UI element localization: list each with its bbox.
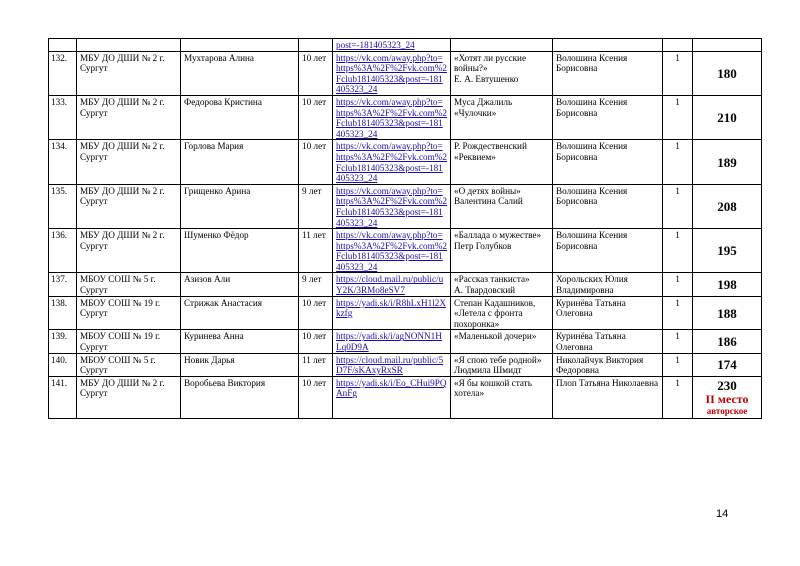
row-number: 133. — [49, 95, 77, 139]
teacher-cell: Волошина Ксения Борисовна — [553, 95, 663, 139]
age-cell: 10 лет — [299, 376, 333, 418]
teacher-cell: Волошина Ксения Борисовна — [553, 140, 663, 184]
video-link[interactable]: https://vk.com/away.php?to=https%3A%2F%2Fvk.com%2Fclub181405323&post=-181405323_24 — [336, 141, 448, 184]
age-cell: 11 лет — [299, 229, 333, 273]
page-number: 14 — [716, 508, 729, 520]
participant-name: Шуменко Фёдор — [181, 229, 299, 273]
school-cell: МБУ ДО ДШИ № 2 г. Сургут — [77, 184, 181, 228]
video-link[interactable]: https://vk.com/away.php?to=https%3A%2F%2Fvk.com%2Fclub181405323&post=-181405323_24 — [336, 96, 448, 139]
work-line: «Баллада о мужестве» — [454, 230, 542, 241]
work-cell — [451, 273, 553, 296]
participant-name: Мухтарова Алина — [181, 51, 299, 95]
results-table — [48, 38, 762, 419]
count-cell: 1 — [663, 184, 693, 228]
score-cell — [693, 140, 762, 184]
work-line: Р. Рождественский — [454, 141, 527, 152]
work-line: Валентина Салий — [454, 196, 523, 207]
score-value: 189 — [717, 154, 737, 170]
table-row — [49, 376, 762, 418]
count-cell: 1 — [663, 376, 693, 418]
teacher-cell: Хорольских Юлия Владимировна — [553, 273, 663, 296]
work-line: А. Твардовский — [454, 285, 516, 296]
teacher-cell: Волошина Ксения Борисовна — [553, 184, 663, 228]
table-row — [49, 184, 762, 228]
row-number: 141. — [49, 376, 77, 418]
video-link[interactable]: https://yadi.sk/i/Eo_CHui9PQAnFg — [336, 377, 447, 399]
score-cell — [693, 273, 762, 296]
score-value: 188 — [717, 305, 737, 321]
participant-name: Новик Дарья — [181, 353, 299, 376]
score-cell — [693, 353, 762, 376]
work-cell — [451, 229, 553, 273]
work-line: «Я бы кошкой стать хотела» — [454, 377, 532, 399]
age-cell: 9 лет — [299, 273, 333, 296]
score-value: 210 — [717, 110, 737, 126]
school-cell: МБОУ СОШ № 5 г. Сургут — [77, 353, 181, 376]
participant-name: Воробьева Виктория — [181, 376, 299, 418]
score-cell — [693, 376, 762, 418]
video-link[interactable]: https://cloud.mail.ru/public/uY2K/3RMo8eSV7 — [336, 274, 444, 296]
video-link[interactable]: https://cloud.mail.ru/public/5D7F/sKAxyRxSR — [336, 354, 444, 376]
school-cell: МБУ ДО ДШИ № 2 г. Сургут — [77, 95, 181, 139]
work-cell — [451, 184, 553, 228]
school-cell: МБУ ДО ДШИ № 2 г. Сургут — [77, 376, 181, 418]
score-value: 180 — [717, 65, 737, 81]
teacher-cell: Куринёва Татьяна Олеговна — [553, 296, 663, 330]
work-cell — [451, 140, 553, 184]
video-link[interactable]: https://yadi.sk/i/agNONN1HLq0D9A — [336, 331, 442, 353]
row-number: 135. — [49, 184, 77, 228]
row-number: 134. — [49, 140, 77, 184]
work-line: «Хотят ли русские войны?» — [454, 52, 527, 74]
work-cell — [451, 330, 553, 353]
work-line: «Чулочки» — [454, 107, 497, 118]
teacher-cell: Куринёва Татьяна Олеговна — [553, 330, 663, 353]
work-line: «О детях войны» — [454, 185, 521, 196]
row-number: 132. — [49, 51, 77, 95]
count-cell: 1 — [663, 296, 693, 330]
work-line: «Рассказ танкиста» — [454, 274, 530, 285]
table-row — [49, 95, 762, 139]
work-line: «Маленькой дочери» — [454, 331, 537, 342]
row-number: 137. — [49, 273, 77, 296]
school-cell: МБУ ДО ДШИ № 2 г. Сургут — [77, 51, 181, 95]
school-cell: МБОУ СОШ № 19 г. Сургут — [77, 296, 181, 330]
participant-name: Стрижак Анастасия — [181, 296, 299, 330]
continued-link[interactable]: post=-181405323_24 — [336, 40, 415, 50]
age-cell: 10 лет — [299, 296, 333, 330]
age-cell: 10 лет — [299, 51, 333, 95]
score-cell — [693, 296, 762, 330]
age-cell: 9 лет — [299, 184, 333, 228]
work-line: «Я спою тебе родной» — [454, 354, 542, 365]
row-number: 140. — [49, 353, 77, 376]
count-cell: 1 — [663, 353, 693, 376]
work-cell — [451, 296, 553, 330]
row-number: 136. — [49, 229, 77, 273]
work-cell — [451, 376, 553, 418]
age-cell: 10 лет — [299, 330, 333, 353]
school-cell: МБОУ СОШ № 19 г. Сургут — [77, 330, 181, 353]
count-cell: 1 — [663, 51, 693, 95]
count-cell: 1 — [663, 273, 693, 296]
video-link[interactable]: https://vk.com/away.php?to=https%3A%2F%2Fvk.com%2Fclub181405323&post=-181405323_24 — [336, 230, 448, 272]
video-link[interactable]: https://vk.com/away.php?to=https%3A%2F%2Fvk.com%2Fclub181405323&post=-181405323_24 — [336, 52, 448, 95]
participant-name: Азизов Али — [181, 273, 299, 296]
participant-name: Грищенко Арина — [181, 184, 299, 228]
place-note: авторское — [706, 406, 748, 417]
age-cell: 10 лет — [299, 140, 333, 184]
score-cell — [693, 184, 762, 228]
table-row — [49, 229, 762, 273]
video-link[interactable]: https://yadi.sk/i/R8hLxH1l2Xkzfg — [336, 297, 446, 319]
count-cell: 1 — [663, 140, 693, 184]
age-cell: 10 лет — [299, 95, 333, 139]
age-cell: 11 лет — [299, 353, 333, 376]
work-cell — [451, 353, 553, 376]
work-line: Степан Кадашников, «Летела с фронта похоронка» — [454, 297, 536, 329]
video-link[interactable]: https://vk.com/away.php?to=https%3A%2F%2Fvk.com%2Fclub181405323&post=-181405323_24 — [336, 185, 448, 228]
participant-name: Федорова Кристина — [181, 95, 299, 139]
table-row — [49, 51, 762, 95]
count-cell: 1 — [663, 229, 693, 273]
school-cell: МБОУ СОШ № 5 г. Сургут — [77, 273, 181, 296]
score-value: 174 — [717, 357, 737, 373]
teacher-cell: Волошина Ксения Борисовна — [553, 229, 663, 273]
work-line: Людмила Шмидт — [454, 365, 522, 376]
table-row-continued — [49, 39, 762, 52]
school-cell: МБУ ДО ДШИ № 2 г. Сургут — [77, 229, 181, 273]
score-value: 230 — [717, 378, 737, 394]
row-number: 139. — [49, 330, 77, 353]
table-row — [49, 140, 762, 184]
count-cell: 1 — [663, 330, 693, 353]
work-cell — [451, 51, 553, 95]
teacher-cell: Николайчук Виктория Федоровна — [553, 353, 663, 376]
work-line: Е. А. Евтушенко — [454, 73, 519, 84]
work-line: Муса Джалиль — [454, 96, 513, 107]
work-line: Петр Голубков — [454, 240, 512, 251]
place-label: II место — [705, 392, 749, 407]
work-line: «Реквием» — [454, 151, 496, 162]
table-row — [49, 353, 762, 376]
teacher-cell: Плоп Татьяна Николаевна — [553, 376, 663, 418]
score-cell — [693, 51, 762, 95]
score-value: 186 — [717, 334, 737, 350]
table-row — [49, 296, 762, 330]
table-row — [49, 330, 762, 353]
score-cell — [693, 330, 762, 353]
score-cell — [693, 95, 762, 139]
work-cell — [451, 95, 553, 139]
score-value: 208 — [717, 198, 737, 214]
count-cell: 1 — [663, 95, 693, 139]
score-cell — [693, 229, 762, 273]
school-cell: МБУ ДО ДШИ № 2 г. Сургут — [77, 140, 181, 184]
participant-name: Горлова Мария — [181, 140, 299, 184]
teacher-cell: Волошина Ксения Борисовна — [553, 51, 663, 95]
table-row — [49, 273, 762, 296]
row-number: 138. — [49, 296, 77, 330]
score-value: 195 — [717, 243, 737, 259]
score-value: 198 — [717, 277, 737, 293]
participant-name: Куринева Анна — [181, 330, 299, 353]
